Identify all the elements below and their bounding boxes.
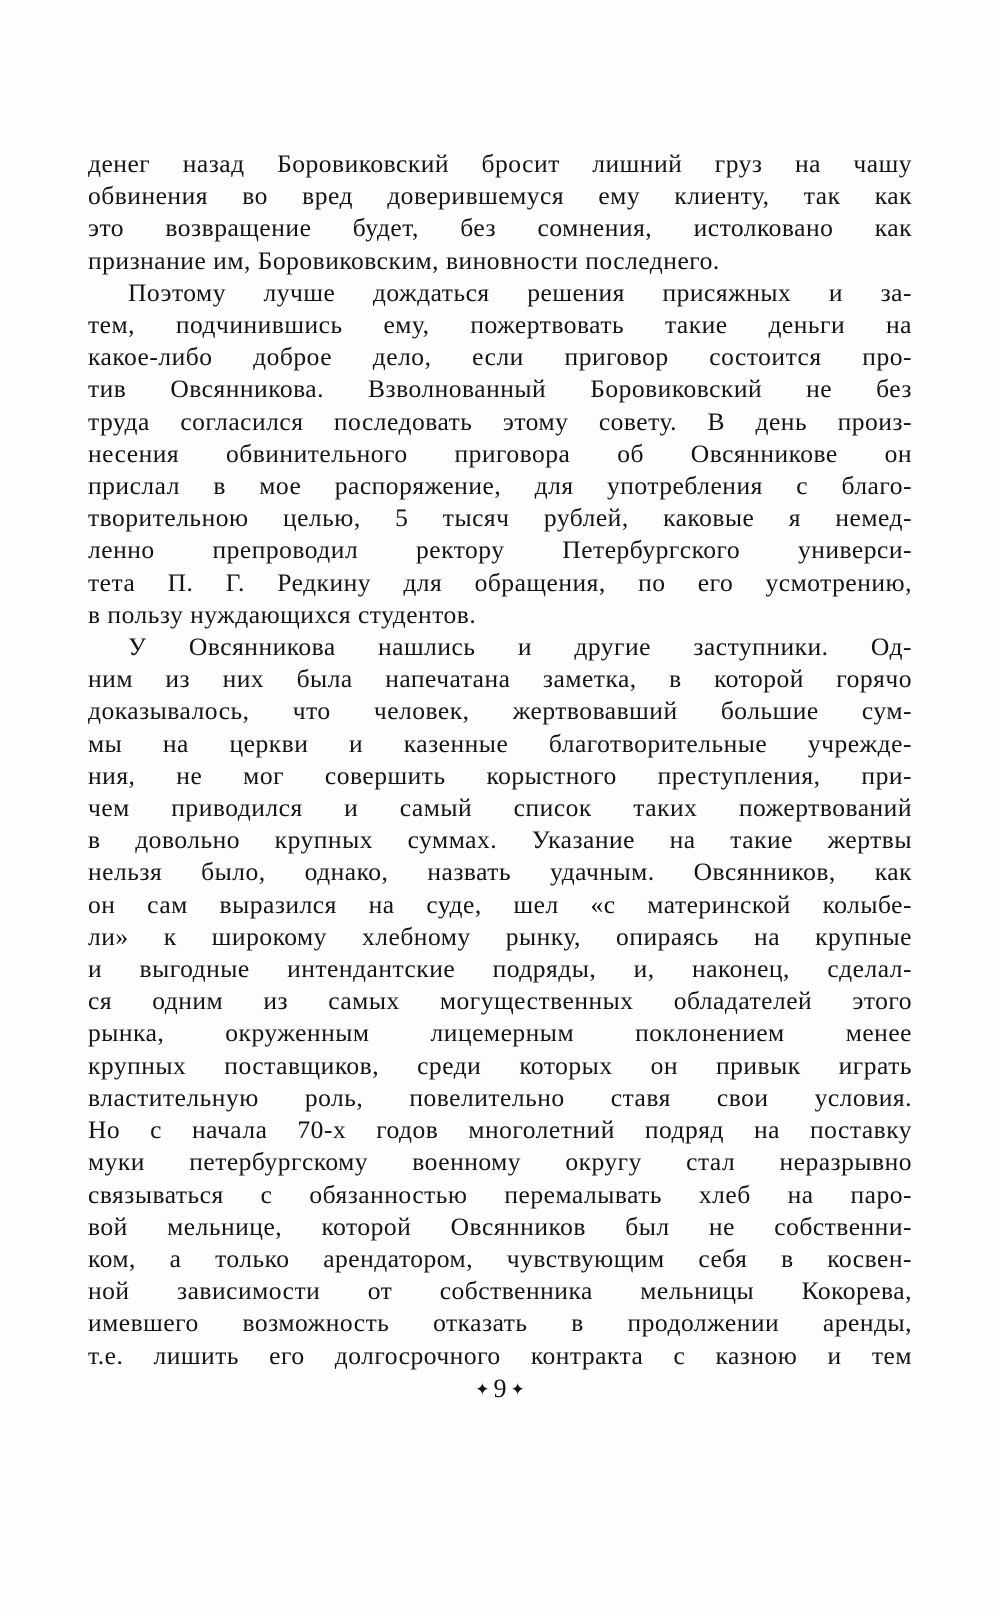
text-line: доказывалось, что человек, жертвовавший большие сум- [88,696,912,726]
text-line: властительную роль, повелительно ставя свои условия. [88,1082,912,1112]
text-line: мы на церкви и казенные благотворительные учрежде- [88,728,912,758]
text-line: чем приводился и самый список таких пожертвований [88,793,912,823]
text-line: обвинения во вред доверившемуся ему клиенту, так как [88,181,912,211]
text-line: Поэтому лучше дождаться решения присяжных и за- [128,277,912,307]
text-line: нельзя было, однако, назвать удачным. Овсянников, как [88,857,912,887]
text-line: ния, не мог совершить корыстного преступления, при- [88,760,912,790]
text-line: ся одним из самых могущественных обладателей этого [88,986,912,1016]
text-line: т.е. лишить его долгосрочного контракта с казною и тем [88,1340,912,1370]
text-line: Но с начала 70-х годов многолетний подряд на поставку [88,1115,912,1145]
text-line: признание им, Боровиковским, виновности последнего. [88,245,720,275]
page-text [88,148,912,1372]
text-line: какое-либо доброе дело, если приговор состоится про- [88,342,912,372]
text-line: ной зависимости от собственника мельницы Кокорева, [88,1276,912,1306]
text-line: рынка, окруженным лицемерным поклонением менее [88,1018,912,1048]
text-line: тив Овсянникова. Взволнованный Боровиковский не без [88,374,912,404]
text-line: ним из них была напечатана заметка, в которой горячо [88,664,912,694]
text-line: творительною целью, 5 тысяч рублей, каковые я немед- [88,503,912,533]
text-line: в пользу нуждающихся студентов. [88,599,477,629]
text-line: имевшего возможность отказать в продолжении аренды, [88,1308,912,1338]
text-line: в довольно крупных суммах. Указание на такие жертвы [88,825,912,855]
text-line: и выгодные интендантские подряды, и, наконец, сделал- [88,954,912,984]
page-footer [0,1374,1000,1405]
paragraph [88,277,912,631]
page-number: 9 [493,1374,507,1403]
ornament-left-icon: ✦ [475,1380,490,1400]
paragraph [88,148,912,277]
text-line: ли» к широкому хлебному рынку, опираясь на крупные [88,921,912,951]
paragraph [88,631,912,1372]
text-line: крупных поставщиков, среди которых он привык играть [88,1050,912,1080]
text-line: ленно препроводил ректору Петербургского универси- [88,535,912,565]
text-line: ком, а только арендатором, чувствующим себя в косвен- [88,1243,912,1273]
text-line: прислал в мое распоряжение, для употребления с благо- [88,471,912,501]
text-line: денег назад Боровиковский бросит лишний груз на чашу [88,149,912,178]
text-line: тем, подчинившись ему, пожертвовать такие деньги на [88,310,912,340]
text-line: несения обвинительного приговора об Овсянникове он [88,438,912,468]
text-line: У Овсянникова нашлись и другие заступники. Од- [128,632,912,662]
text-line: вой мельнице, которой Овсянников был не собственни- [88,1211,912,1241]
text-line: это возвращение будет, без сомнения, истолковано как [88,213,912,243]
text-line: муки петербургскому военному округу стал неразрывно [88,1147,912,1177]
text-line: труда согласился последовать этому совету. В день произ- [88,406,912,436]
text-line: тета П. Г. Редкину для обращения, по его усмотрению, [88,567,912,597]
ornament-right-icon: ✦ [510,1380,525,1400]
text-line: он сам выразился на суде, шел «с материнской колыбе- [88,889,912,919]
text-line: связываться с обязанностью перемалывать хлеб на паро- [88,1179,912,1209]
